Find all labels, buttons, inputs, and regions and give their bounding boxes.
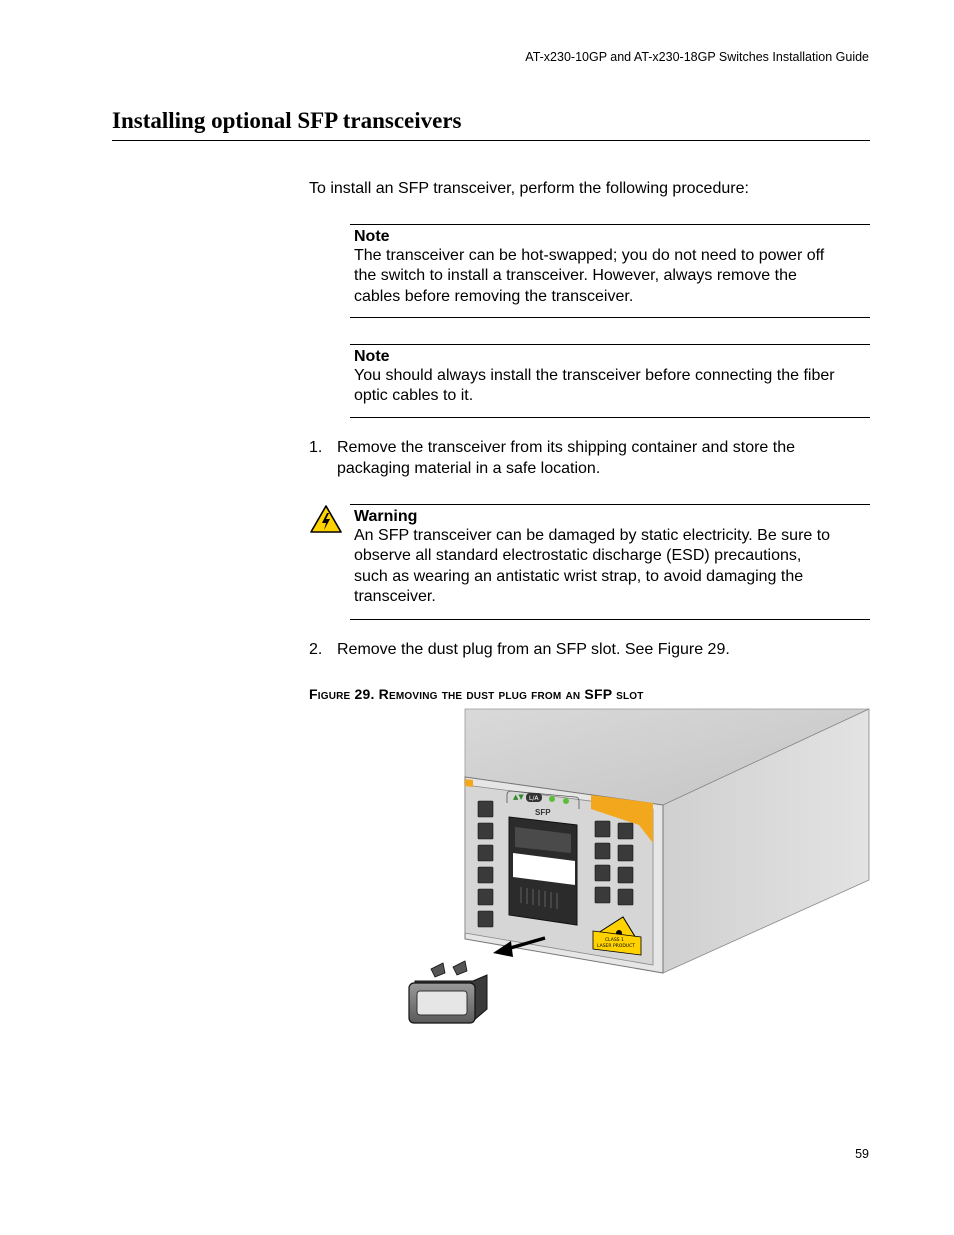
- svg-text:LASER PRODUCT: LASER PRODUCT: [597, 944, 635, 949]
- warning-body: An SFP transceiver can be damaged by static electricity. Be sure to observe all standard electrostatic discharge (ESD) precautions, such as wearing an antistatic wrist strap, to avoid damaging the transceiver.: [354, 527, 831, 606]
- note2-heading: Note: [354, 348, 390, 365]
- note2-bottom-rule: [350, 417, 870, 418]
- title-rule: [112, 140, 870, 141]
- note2: [354, 348, 874, 407]
- note1: [354, 228, 874, 307]
- section-title: Installing optional SFP transceivers: [112, 108, 462, 133]
- note1-body: The transceiver can be hot-swapped; you do not need to power off the switch to install a transceiver. However, always remove the cables before removing the transceiver.: [354, 247, 825, 305]
- note1-bottom-rule: [350, 317, 870, 318]
- step-1-text: Remove the transceiver from its shipping container and store the packaging material in a safe location.: [337, 439, 796, 477]
- figure-illustration: [395, 705, 875, 1035]
- svg-text:CLASS 1: CLASS 1: [605, 938, 624, 943]
- step-1: [309, 437, 869, 479]
- led-arrows-icon: ▲▼: [513, 793, 524, 801]
- led-green-1: [549, 796, 555, 802]
- orange-accent-left: [465, 779, 473, 787]
- led-green-2: [563, 798, 569, 804]
- step-2: [309, 639, 869, 660]
- note1-heading: Note: [354, 228, 390, 245]
- note1-top-rule: [350, 224, 870, 225]
- warning-heading: Warning: [354, 508, 418, 525]
- led-label: L/A: [529, 795, 539, 802]
- figure-caption: Figure 29. Removing the dust plug from an SFP slot: [309, 686, 644, 702]
- sfp-panel-label: SFP: [535, 808, 551, 817]
- warning-top-rule: [350, 504, 870, 505]
- warning: [354, 508, 874, 608]
- step-2-text: Remove the dust plug from an SFP slot. See Figure 29.: [337, 641, 730, 658]
- dust-plug-icon: [409, 961, 487, 1023]
- electrical-hazard-icon: [309, 504, 343, 534]
- page-number: 59: [855, 1147, 869, 1161]
- note2-top-rule: [350, 344, 870, 345]
- running-header: AT-x230-10GP and AT-x230-18GP Switches Installation Guide: [525, 50, 869, 64]
- step-1-number: 1.: [309, 439, 323, 456]
- warning-bottom-rule: [350, 619, 870, 620]
- step-2-number: 2.: [309, 641, 323, 658]
- intro-paragraph: To install an SFP transceiver, perform the following procedure:: [309, 180, 749, 197]
- note2-body: You should always install the transceiver before connecting the fiber optic cables to it.: [354, 367, 835, 405]
